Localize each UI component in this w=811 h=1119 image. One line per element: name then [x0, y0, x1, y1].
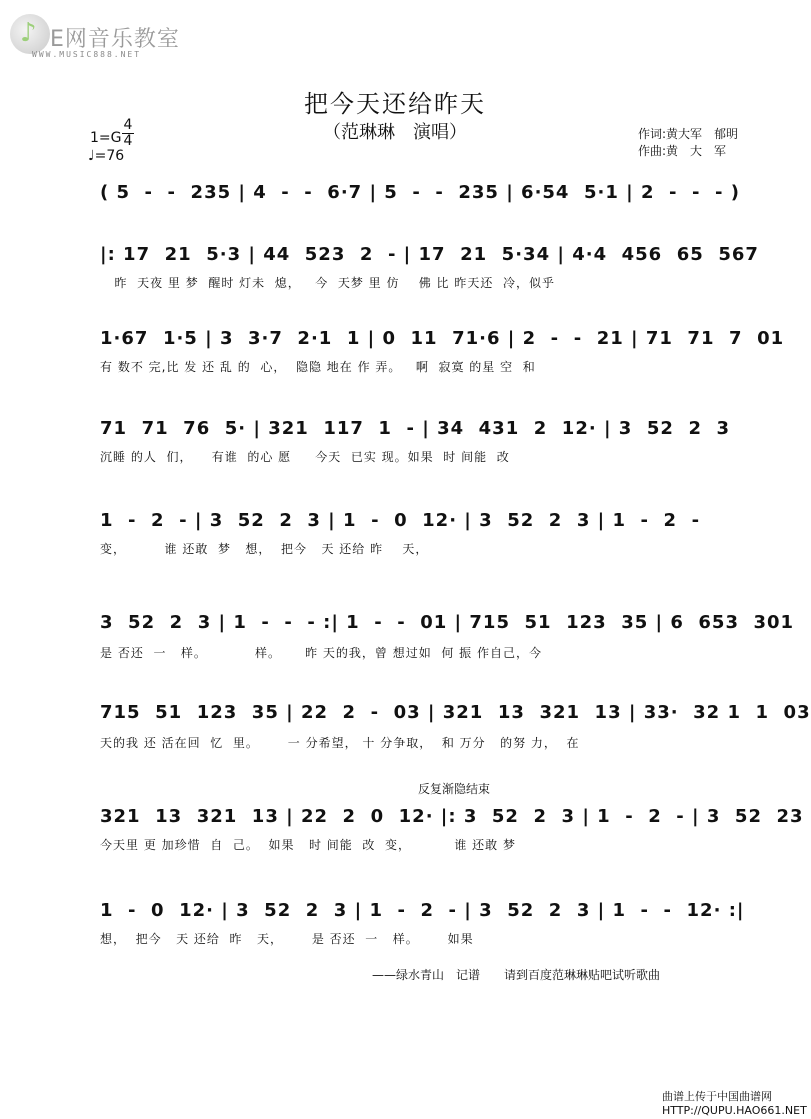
lyric-line: 天的我 还 活在回 忆 里。 一 分希望， 十 分争取， 和 万分 的努 力， 在 — [100, 736, 580, 750]
lyric-line: 沉睡 的人 们， 有谁 的心 愿 今天 已实 现。如果 时 间能 改 — [100, 450, 510, 464]
lyric-line: 想， 把今 天 还给 昨 天， 是 否还 一 样。 如果 — [100, 932, 474, 946]
tempo-marking: ♩=76 — [88, 148, 125, 164]
key-signature: 1=G — [90, 130, 122, 146]
score-row-8 — [100, 796, 804, 856]
notation-line: 1·67 1·5 | 3 3·7 2·1 1 | 0 11 71·6 | 2 - - 21 | 71 71 7 01 — [100, 328, 785, 349]
notation-line: |: 17 21 5·3 | 44 523 2 - | 17 21 5·34 | 4·4 456 65 567 — [100, 244, 759, 265]
watermark-url: WWW.MUSIC888.NET — [32, 50, 142, 59]
score-row-9 — [100, 886, 745, 946]
song-title: 把今天还给昨天 — [304, 90, 486, 118]
lyric-line: 是 否还 一 样。 样。 昨 天的我，曾 想过如 何 振 作自己，今 — [100, 646, 542, 660]
music-note-icon: ♪ — [20, 18, 37, 48]
song-subtitle: （范琳琳 演唱） — [323, 122, 467, 143]
score-row-4 — [100, 410, 740, 470]
lyricist: 作词:黄大军 郁明 — [638, 127, 739, 141]
score-row-2 — [100, 236, 759, 296]
repeat-fade-label: 反复渐隐结束 — [418, 782, 491, 796]
notation-line: 71 71 76 5· | 321 117 1 - | 34 431 2 12· | 3 52 2 3 — [100, 418, 731, 439]
transcriber-credit: ——绿水青山 记谱 请到百度范琳琳贴吧试听歌曲 — [372, 968, 661, 982]
upload-source-note: 曲谱上传于中国曲谱网 HTTP://QUPU.HAO661.NET — [662, 1090, 807, 1117]
watermark-logo — [6, 8, 180, 66]
lyric-line: 今天里 更 加珍惜 自 己。 如果 时 间能 改 变， 谁 还敢 梦 — [100, 838, 516, 852]
score-row-3 — [100, 320, 785, 380]
watermark-brand: E网音乐教室 — [50, 27, 180, 52]
meter-bottom: 4 — [123, 133, 133, 149]
notation-line: 3 52 2 3 | 1 - - - :| 1 - - 01 | 715 51 123 35 | 6 653 301 — [100, 612, 795, 633]
score-row-7 — [100, 690, 811, 750]
meter-top: 4 — [123, 117, 133, 133]
score-row-6 — [100, 600, 795, 660]
lyric-line: 昨 天夜 里 梦 醒时 灯未 熄， 今 天梦 里 仿 佛 比 昨天还 冷，似乎 — [100, 276, 555, 290]
notation-line: ( 5 - - 235 | 4 - - 6·7 | 5 - - 235 | 6·54 5·1 | 2 - - - ) — [100, 182, 741, 203]
time-signature — [122, 118, 134, 149]
notation-line: 1 - 0 12· | 3 52 2 3 | 1 - 2 - | 3 52 2 3 | 1 - - 12· :| — [100, 900, 745, 921]
credits — [638, 126, 738, 160]
notation-line: 715 51 123 35 | 22 2 - 03 | 321 13 321 13 | 33· 32 1 1 03 — [100, 702, 811, 723]
score-row-5 — [100, 500, 740, 560]
score-row-1 — [100, 172, 740, 232]
composer: 作曲:黄 大 军 — [638, 144, 727, 158]
notation-line: 1 - 2 - | 3 52 2 3 | 1 - 0 12· | 3 52 2 3 | 1 - 2 - — [100, 510, 701, 531]
lyric-line: 有 数不 完,比 发 还 乱 的 心， 隐隐 地在 作 弄。 啊 寂寞 的星 空 和 — [100, 360, 536, 374]
notation-line: 321 13 321 13 | 22 2 0 12· |: 3 52 2 3 | 1 - 2 - | 3 52 23 — [100, 806, 804, 827]
lyric-line: 变， 谁 还敢 梦 想， 把今 天 还给 昨 天， — [100, 542, 429, 556]
